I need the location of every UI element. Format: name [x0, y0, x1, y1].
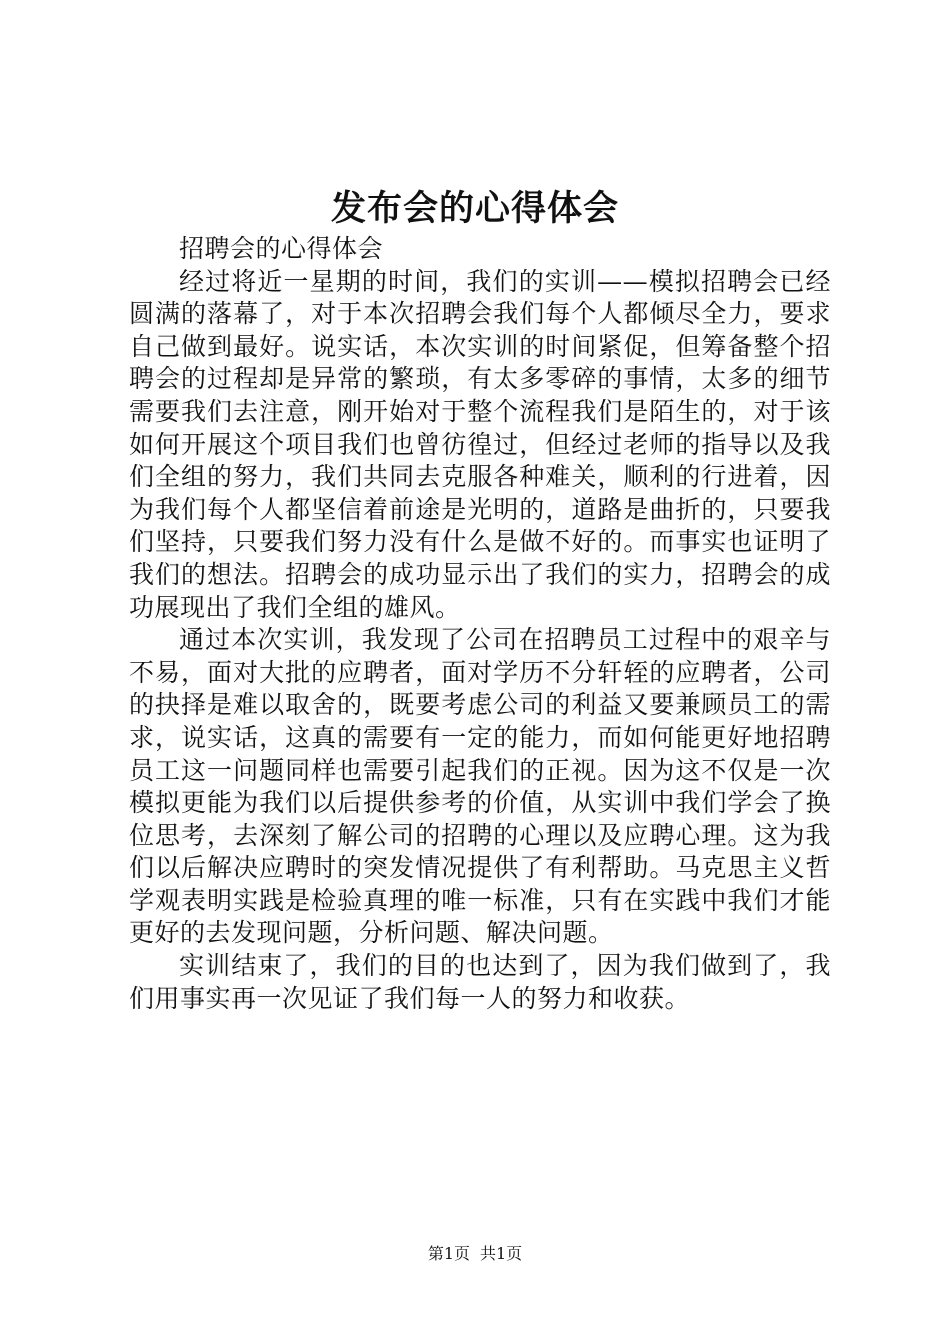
document-title: 发布会的心得体会 — [330, 188, 619, 229]
paragraph: 通过本次实训，我发现了公司在招聘员工过程中的艰辛与不易，面对大批的应聘者，面对学历不分轩轾的应聘者，公司的抉择是难以取舍的，既要考虑公司的利益又要兼顾员工的需求，说实话，这真的需要有一定的能力，而如何能更好地招聘员工这一问题同样也需要引起我们的正视。因为这不仅是一次模拟更能为我们以后提供参考的价值，从实训中我们学会了换位思考，去深刻了解公司的招聘的心理以及应聘心理。这为我们以后解决应聘时的突发情况提供了有利帮助。马克思主义哲学观表明实践是检验真理的唯一标准，只有在实践中我们才能更好的去发现问题，分析问题、解决问题。 — [129, 625, 831, 948]
document-body — [129, 233, 831, 1015]
page-footer — [0, 1243, 950, 1265]
page-total: 共1页 — [480, 1244, 523, 1263]
paragraph-subtitle: 招聘会的心得体会 — [179, 234, 384, 263]
paragraph: 经过将近一星期的时间，我们的实训——模拟招聘会已经圆满的落幕了，对于本次招聘会我们每个人都倾尽全力，要求自己做到最好。说实话，本次实训的时间紧促，但筹备整个招聘会的过程却是异常的繁琐，有太多零碎的事情，太多的细节需要我们去注意，刚开始对于整个流程我们是陌生的，对于该如何开展这个项目我们也曾彷徨过，但经过老师的指导以及我们全组的努力，我们共同去克服各种难关，顺利的行进着，因为我们每个人都坚信着前途是光明的，道路是曲折的，只要我们坚持，只要我们努力没有什么是做不好的。而事实也证明了我们的想法。招聘会的成功显示出了我们的实力，招聘会的成功展现出了我们全组的雄风。 — [129, 266, 831, 622]
paragraph: 实训结束了，我们的目的也达到了，因为我们做到了，我们用事实再一次见证了我们每一人的努力和收获。 — [129, 951, 831, 1013]
page-number: 第1页 — [427, 1244, 470, 1263]
